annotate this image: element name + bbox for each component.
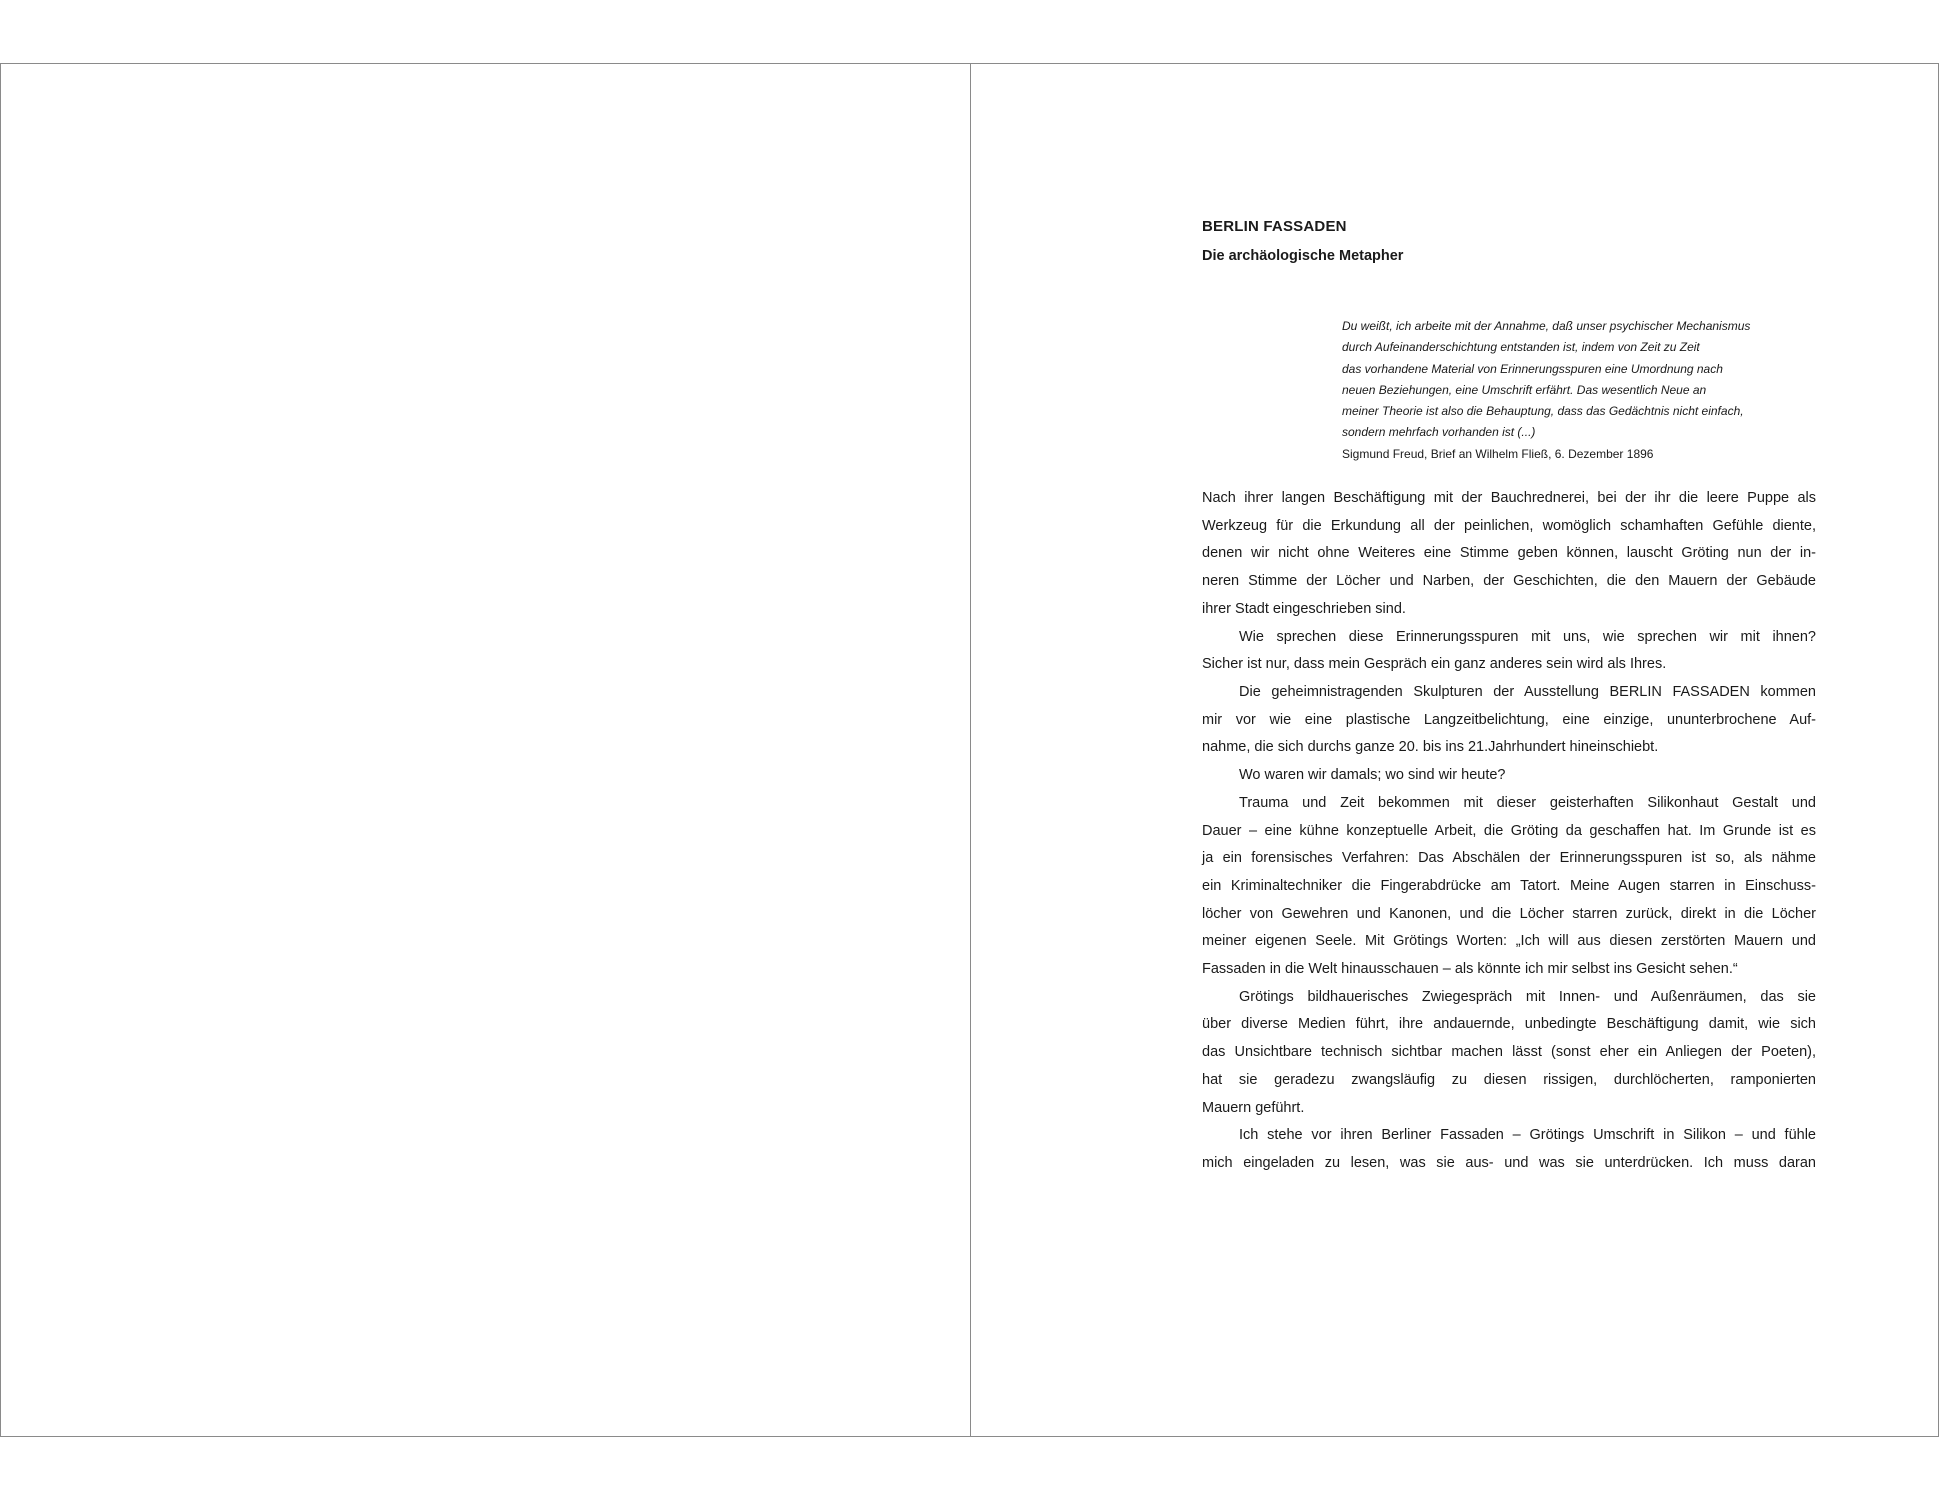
body-line: meiner eigenen Seele. Mit Grötings Worten: „Ich will aus diesen zerstörten Mauern und [1202, 933, 1816, 950]
body-line: mir vor wie eine plastische Langzeitbelichtung, eine einzige, ununterbrochene Auf- [1202, 711, 1816, 728]
body-line: Nach ihrer langen Beschäftigung mit der Bauchrednerei, bei der ihr die leere Puppe als [1202, 490, 1816, 507]
epigraph-line: das vorhandene Material von Erinnerungsspuren eine Umordnung nach [1342, 361, 1723, 376]
body-line: neren Stimme der Löcher und Narben, der Geschichten, die den Mauern der Gebäude [1202, 573, 1816, 590]
body-line: Wie sprechen diese Erinnerungsspuren mit uns, wie sprechen wir mit ihnen? [1239, 628, 1816, 645]
body-line: Mauern geführt. [1202, 1099, 1305, 1116]
body-line: Werkzeug für die Erkundung all der peinlichen, womöglich schamhaften Gefühle diente, [1202, 517, 1816, 534]
body-line: ihrer Stadt eingeschrieben sind. [1202, 600, 1406, 617]
body-text [1202, 485, 1816, 1178]
body-line: löcher von Gewehren und Kanonen, und die Löcher starren zurück, direkt in die Löcher [1202, 905, 1816, 922]
epigraph-line: meiner Theorie ist also die Behauptung, dass das Gedächtnis nicht einfach, [1342, 404, 1744, 419]
body-line: ein Kriminaltechniker die Fingerabdrücke am Tatort. Meine Augen starren in Einschuss- [1202, 877, 1816, 894]
body-line: ja ein forensisches Verfahren: Das Abschälen der Erinnerungsspuren ist so, als nähme [1202, 850, 1816, 867]
epigraph-attribution: Sigmund Freud, Brief an Wilhelm Fließ, 6. Dezember 1896 [1342, 446, 1654, 461]
page-content [1202, 218, 1816, 1178]
article-subtitle: Die archäologische Metapher [1202, 248, 1404, 264]
body-line: nahme, die sich durchs ganze 20. bis ins 21.Jahrhundert hineinschiebt. [1202, 739, 1659, 756]
body-line: mich eingeladen zu lesen, was sie aus- und was sie unterdrücken. Ich muss daran [1202, 1154, 1816, 1171]
epigraph [1342, 316, 1816, 465]
epigraph-line: neuen Beziehungen, eine Umschrift erfährt. Das wesentlich Neue an [1342, 382, 1707, 397]
body-line: Fassaden in die Welt hinausschauen – als könnte ich mir selbst ins Gesicht sehen.“ [1202, 961, 1738, 978]
body-line: Ich stehe vor ihren Berliner Fassaden – Grötings Umschrift in Silikon – und fühle [1239, 1127, 1816, 1144]
body-line: über diverse Medien führt, ihre andauernde, unbedingte Beschäftigung damit, wie sich [1202, 1016, 1816, 1033]
article-title: BERLIN FASSADEN [1202, 218, 1347, 235]
right-page [971, 64, 1938, 1436]
left-page [1, 64, 971, 1436]
body-line: hat sie geradezu zwangsläufig zu diesen rissigen, durchlöcherten, ramponierten [1202, 1071, 1816, 1088]
body-line: Sicher ist nur, dass mein Gespräch ein ganz anderes sein wird als Ihres. [1202, 656, 1667, 673]
epigraph-line: durch Aufeinanderschichtung entstanden ist, indem von Zeit zu Zeit [1342, 340, 1700, 355]
epigraph-line: sondern mehrfach vorhanden ist (...) [1342, 425, 1536, 440]
book-spread [0, 63, 1939, 1437]
body-line: Wo waren wir damals; wo sind wir heute? [1239, 767, 1506, 784]
body-line: Die geheimnistragenden Skulpturen der Ausstellung BERLIN FASSADEN kommen [1239, 684, 1816, 700]
body-line: Grötings bildhauerisches Zwiegespräch mit Innen- und Außenräumen, das sie [1239, 988, 1816, 1005]
body-line: das Unsichtbare technisch sichtbar machen lässt (sonst eher ein Anliegen der Poeten), [1202, 1044, 1816, 1061]
body-line: Dauer – eine kühne konzeptuelle Arbeit, die Gröting da geschaffen hat. Im Grunde ist es [1202, 822, 1816, 839]
body-line: denen wir nicht ohne Weiteres eine Stimme geben können, lauscht Gröting nun der in- [1202, 545, 1816, 562]
body-line: Trauma und Zeit bekommen mit dieser geisterhaften Silikonhaut Gestalt und [1239, 794, 1816, 811]
epigraph-line: Du weißt, ich arbeite mit der Annahme, daß unser psychischer Mechanismus [1342, 319, 1751, 333]
